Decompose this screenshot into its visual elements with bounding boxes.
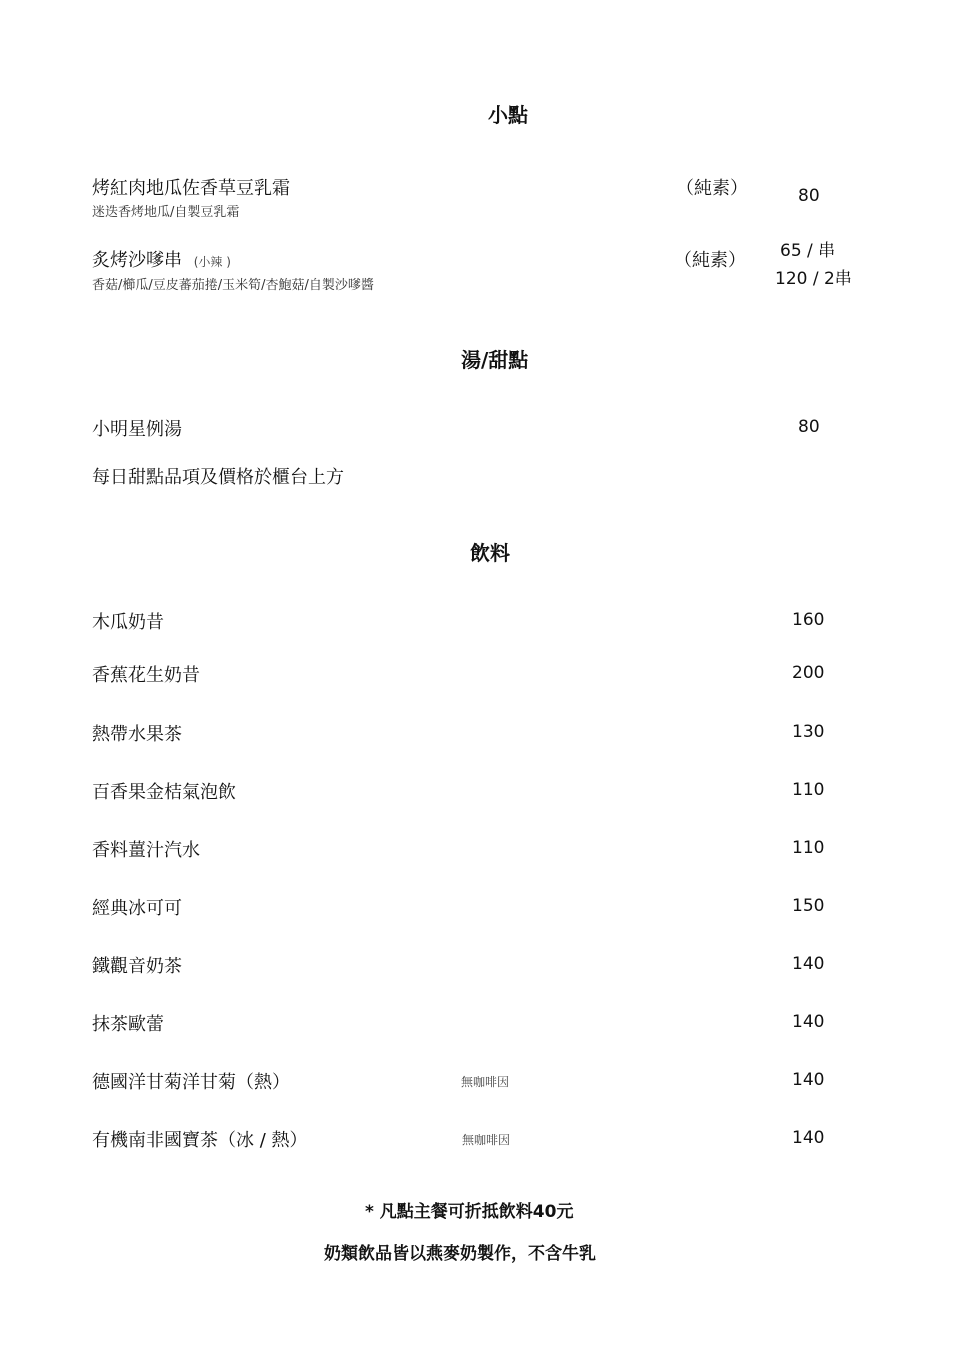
item-name: 百香果金桔氣泡飲 xyxy=(92,782,236,803)
item-name: 木瓜奶昔 xyxy=(92,612,164,633)
section-title-snacks: 小點 xyxy=(488,103,528,127)
item-name: 德國洋甘菊洋甘菊（熱） xyxy=(92,1072,290,1093)
spicy-note: (小辣 ) xyxy=(193,255,231,269)
item-price: 150 xyxy=(792,896,825,916)
section-title-drinks: 飲料 xyxy=(470,541,510,565)
item-name: 鐵觀音奶茶 xyxy=(92,956,182,977)
section-title-soup: 湯/甜點 xyxy=(461,348,529,372)
item-name: 香蕉花生奶昔 xyxy=(92,665,200,686)
item-price: 110 xyxy=(792,780,825,800)
item-price: 140 xyxy=(792,1128,825,1148)
item-price: 140 xyxy=(792,1012,825,1032)
footer-discount-note: * 凡點主餐可折抵飲料40元 xyxy=(365,1202,574,1222)
item-desc: 香菇/櫛瓜/豆皮蕃茄捲/玉米筍/杏鮑菇/自製沙嗲醬 xyxy=(92,278,374,293)
item-price: 80 xyxy=(798,417,820,437)
item-price: 140 xyxy=(792,1070,825,1090)
item-name: 小明星例湯 xyxy=(92,419,182,440)
caffeine-free-note: 無咖啡因 xyxy=(462,1133,511,1147)
item-desc: 迷迭香烤地瓜/自製豆乳霜 xyxy=(92,205,240,220)
item-name xyxy=(92,246,231,272)
item-price: 110 xyxy=(792,838,825,858)
vegan-tag: （純素） xyxy=(674,250,746,271)
item-price: 80 xyxy=(798,186,820,206)
item-price: 140 xyxy=(792,954,825,974)
item-name: 每日甜點品項及價格於櫃台上方 xyxy=(92,467,344,488)
item-name: 有機南非國寶茶（冰 / 熱） xyxy=(92,1130,308,1151)
item-name: 熱帶水果茶 xyxy=(92,724,182,745)
item-name: 經典冰可可 xyxy=(92,898,182,919)
item-price: 130 xyxy=(792,722,825,742)
item-price: 200 xyxy=(792,663,825,683)
vegan-tag: （純素） xyxy=(676,178,748,199)
caffeine-free-note: 無咖啡因 xyxy=(461,1075,510,1089)
footer-oat-milk-note: 奶類飲品皆以燕麥奶製作，不含牛乳 xyxy=(324,1244,596,1264)
item-name-text: 炙烤沙嗲串 xyxy=(92,250,182,271)
item-price: 160 xyxy=(792,610,825,630)
item-price: 120 / 2串 xyxy=(775,269,852,289)
item-name: 抹茶歐蕾 xyxy=(92,1014,164,1035)
item-name: 香料薑汁汽水 xyxy=(92,840,200,861)
item-name: 烤紅肉地瓜佐香草豆乳霜 xyxy=(92,178,290,199)
item-price: 65 / 串 xyxy=(780,241,836,261)
